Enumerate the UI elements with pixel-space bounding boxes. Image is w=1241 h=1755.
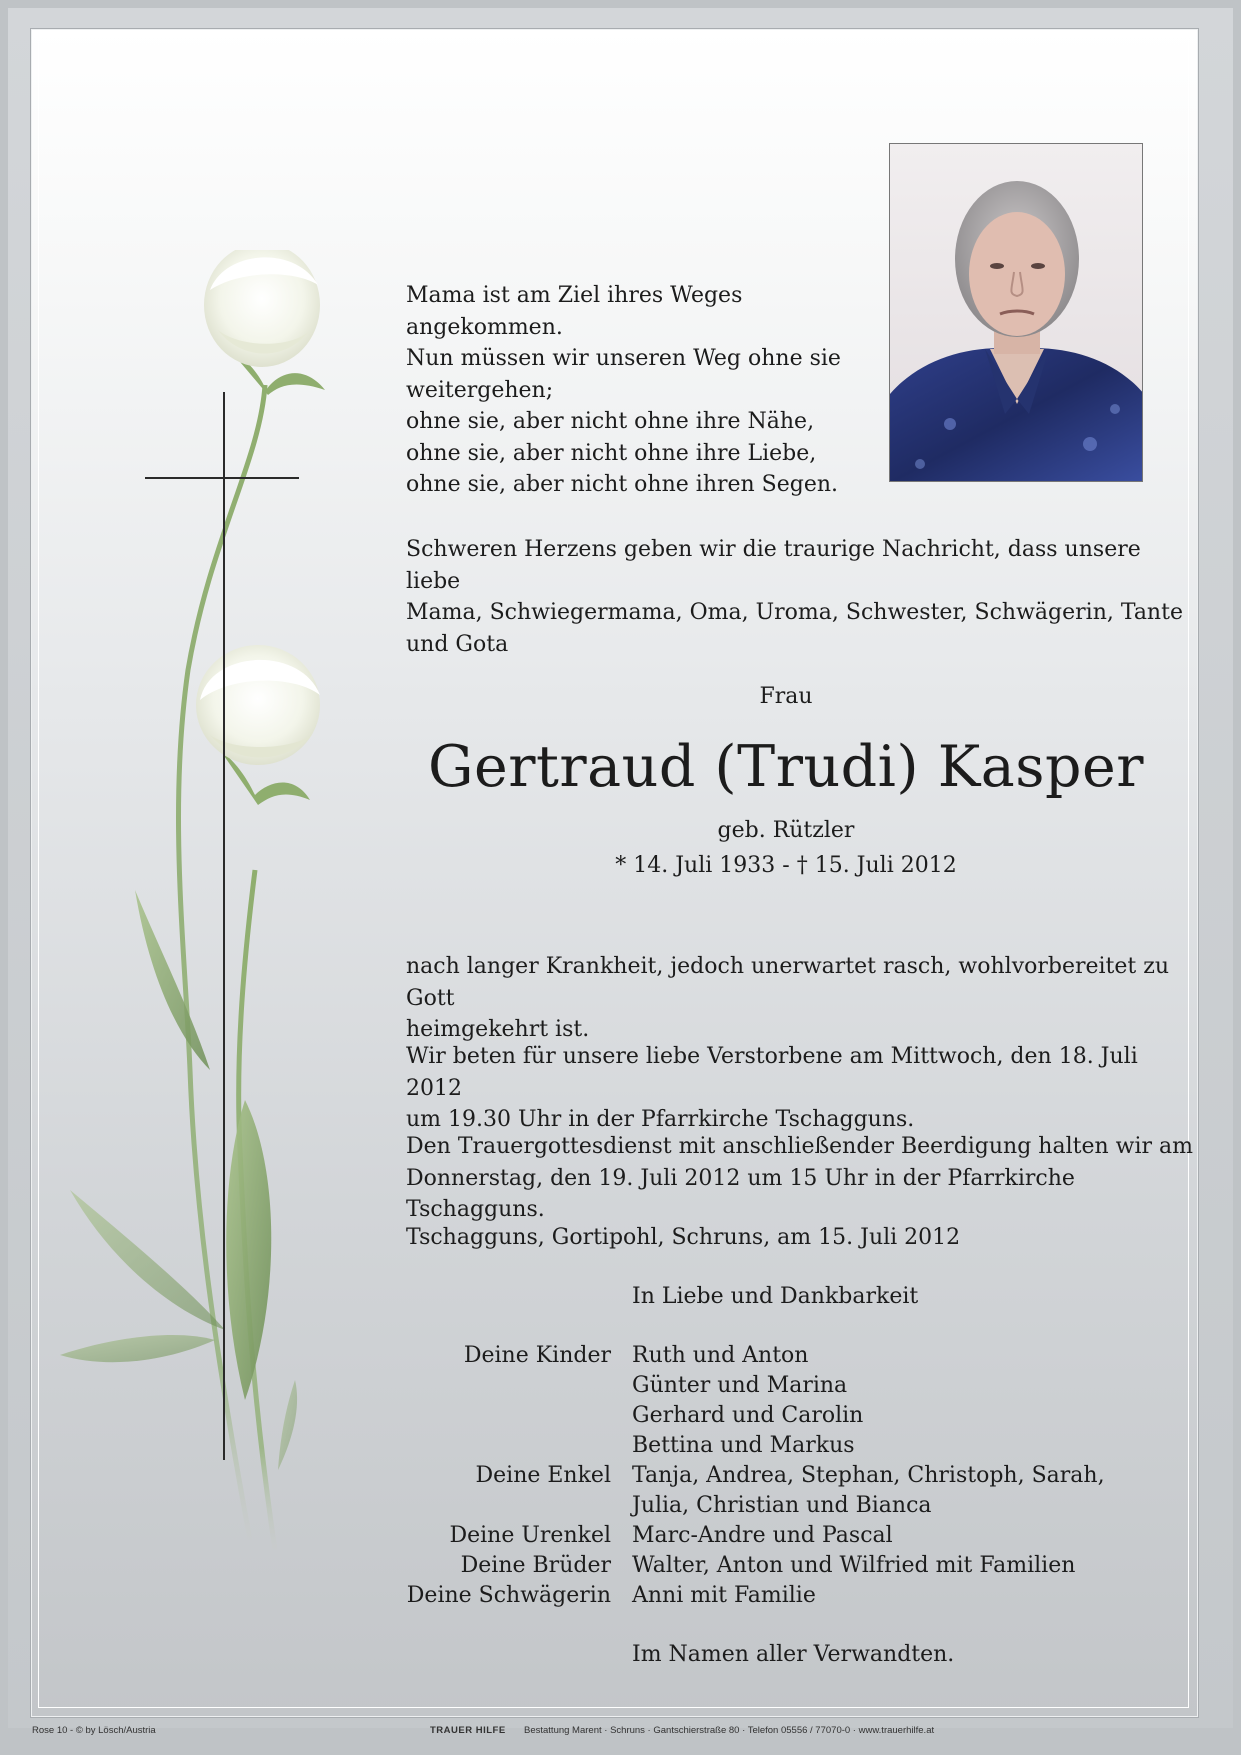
family-label: Deine Enkel <box>475 1463 611 1488</box>
intro-line: und Gota <box>406 631 509 657</box>
footer-brand: TRAUER HILFE <box>430 1725 506 1736</box>
family-label: Deine Brüder <box>460 1553 611 1578</box>
family-row-great-grandchildren <box>380 1521 1170 1551</box>
portrait-illustration <box>890 144 1143 482</box>
paragraph-line: um 19.30 Uhr in der Pfarrkirche Tschagguns. <box>406 1107 915 1132</box>
family-label: Deine Schwägerin <box>406 1583 611 1608</box>
poem-line: weitergehen; <box>406 377 554 403</box>
poem-line: Mama ist am Ziel ihres Weges angekommen. <box>406 283 743 340</box>
family-row-sister-in-law <box>380 1581 1170 1611</box>
closing-line: Im Namen aller Verwandten. <box>632 1642 955 1667</box>
white-roses-illustration <box>40 250 370 1570</box>
poem-line: ohne sie, aber nicht ohne ihre Liebe, <box>406 440 817 466</box>
family-name-line: Anni mit Familie <box>632 1583 816 1608</box>
family-label: Deine Kinder <box>463 1343 611 1368</box>
place-and-date: Tschagguns, Gortipohl, Schruns, am 15. Juli 2012 <box>406 1225 961 1250</box>
family-names <box>632 1581 1170 1611</box>
birth-name: geb. Rützler <box>717 818 855 843</box>
paragraph-prayer <box>406 1041 1196 1136</box>
paragraph-passing <box>406 951 1196 1046</box>
paragraph-line: Wir beten für unsere liebe Verstorbene am Mittwoch, den 18. Juli 2012 <box>406 1044 1138 1101</box>
family-name-line: Marc-Andre und Pascal <box>632 1523 893 1548</box>
family-label: Deine Urenkel <box>449 1523 611 1548</box>
family-names <box>632 1461 1170 1521</box>
family-name-line: Walter, Anton und Wilfried mit Familien <box>632 1553 1076 1578</box>
family-names <box>632 1341 1170 1461</box>
portrait-photo <box>889 143 1143 482</box>
paragraph-line: Den Trauergottesdienst mit anschließender Beerdigung halten wir am <box>406 1134 1194 1159</box>
cross-horizontal-bar <box>145 477 299 479</box>
family-names <box>632 1521 1170 1551</box>
family-name-line: Gerhard und Carolin <box>632 1403 864 1428</box>
poem-line: ohne sie, aber nicht ohne ihre Nähe, <box>406 409 815 434</box>
family-name-line: Ruth und Anton <box>632 1343 809 1368</box>
paragraph-line: heimgekehrt ist. <box>406 1017 590 1042</box>
cross-vertical-bar <box>223 392 225 1460</box>
poem-line: Nun müssen wir unseren Weg ohne sie <box>406 346 841 371</box>
family-name-line: Bettina und Markus <box>632 1433 855 1458</box>
family-list <box>380 1341 1170 1611</box>
family-name-line: Julia, Christian und Bianca <box>632 1493 932 1518</box>
in-love-line: In Liebe und Dankbarkeit <box>632 1284 919 1309</box>
paragraph-line: nach langer Krankheit, jedoch unerwartet rasch, wohlvorbereitet zu Gott <box>406 954 1170 1011</box>
life-dates: * 14. Juli 1933 - † 15. Juli 2012 <box>615 853 957 878</box>
salutation: Frau <box>759 684 813 709</box>
intro-line: Mama, Schwiegermama, Oma, Uroma, Schwester, Schwägerin, Tante <box>406 600 1183 625</box>
poem <box>406 280 886 501</box>
footer-contact-info: Bestattung Marent · Schruns · Gantschierstraße 80 · Telefon 05556 / 77070-0 · www.trauerhilfe.at <box>524 1725 935 1736</box>
family-row-children <box>380 1341 1170 1461</box>
family-name-line: Tanja, Andrea, Stephan, Christoph, Sarah, <box>632 1463 1105 1488</box>
family-name-line: Günter und Marina <box>632 1373 848 1398</box>
poem-line: ohne sie, aber nicht ohne ihren Segen. <box>406 472 839 497</box>
family-names <box>632 1551 1170 1581</box>
footer-copyright: Rose 10 - © by Lösch/Austria <box>32 1725 156 1736</box>
family-row-grandchildren <box>380 1461 1170 1521</box>
paragraph-line: Donnerstag, den 19. Juli 2012 um 15 Uhr in der Pfarrkirche Tschagguns. <box>406 1165 1075 1222</box>
intro-line: Schweren Herzens geben wir die traurige Nachricht, dass unsere liebe <box>406 537 1141 594</box>
announcement-intro <box>406 534 1186 660</box>
deceased-name: Gertraud (Trudi) Kasper <box>427 734 1145 800</box>
paragraph-funeral <box>406 1131 1196 1226</box>
family-row-brothers <box>380 1551 1170 1581</box>
